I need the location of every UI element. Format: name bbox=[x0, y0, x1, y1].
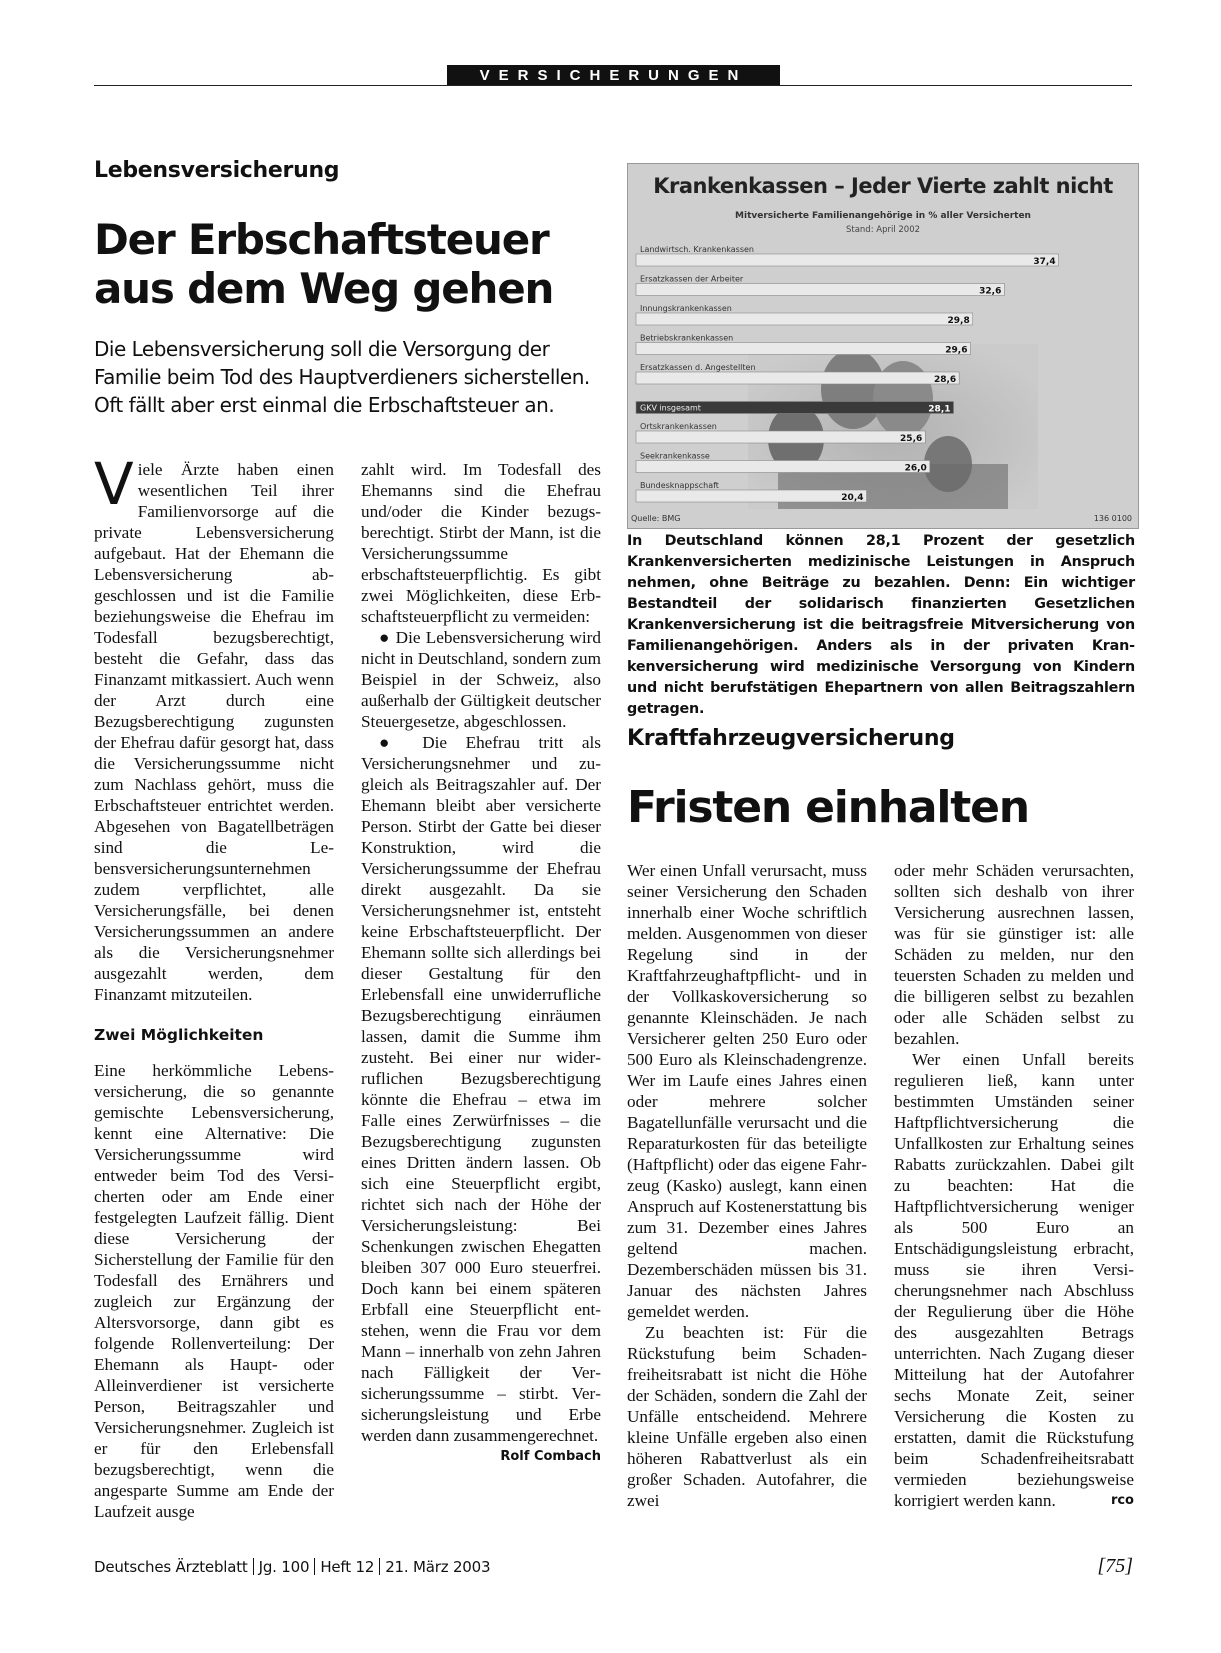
article2-paragraph-3: oder mehr Schäden verursachten, sollten sich deshalb von ihrer Versicherung ausrechnen lassen, was für sie günstiger ist: alle Schäden zu melden, nur den teuersten Schaden zu melden und die billigeren selbst zu bezahlen oder alle Schäden selbst zu bezahlen. bbox=[894, 861, 1134, 1048]
chart-code: 136 0100 bbox=[1093, 514, 1132, 523]
chart-note: Stand: April 2002 bbox=[845, 225, 921, 235]
chart-value-label: 26,0 bbox=[904, 463, 927, 474]
chart-bar bbox=[636, 254, 1059, 266]
chart-bar bbox=[636, 490, 867, 502]
chart-value-label: 29,6 bbox=[945, 345, 968, 356]
article1-intro: Die Lebensversicherung soll die Versorgung der Familie beim Tod des Hauptverdieners sicherstellen. Oft fällt aber erst einmal die Erbschaftsteuer an. bbox=[94, 337, 590, 417]
chart-category-label: Landwirtsch. Krankenkassen bbox=[640, 245, 754, 254]
article1-headline: Der Erbschaftsteuer aus dem Weg gehen bbox=[94, 215, 554, 313]
chart-bar bbox=[636, 284, 1004, 296]
article1-paragraph-1: iele Ärzte haben einen wesentlichen Teil ihrer Familienvorsorge auf die private Lebensversicherung aufgebaut. Hat der Ehemann die Lebensversicherung abgeschlossen und ist die Familie beziehungsweise die Ehefrau im Todesfall bezugsberechtigt, besteht die Gefahr, dass das Finanzamt mitkassiert. Auch wenn der Arzt durch eine Bezugsberechtigung zugunsten der Ehefrau dafür gesorgt hat, dass die Versicherungssumme nicht zum Nachlass gehört, muss die Erbschaftsteuer entrichtet werden. Abgesehen von Bagatellbeträgen sind die Lebensversicherungsunternehmen zudem verpflichtet, alle Versicherungsfälle, bei denen Versicherungssummen an andere als die Versicherungsnehmer ausgezahlt werden, dem Finanzamt mitzuteilen. bbox=[94, 460, 334, 1004]
chart-subtitle: Mitversicherte Familienangehörige in % aller Versicherten bbox=[735, 211, 1031, 221]
header-rule bbox=[94, 85, 1132, 86]
article1-bullet-2 bbox=[361, 732, 601, 1464]
footer-volume: Jg. 100 bbox=[258, 1558, 310, 1576]
article2-column-2 bbox=[894, 860, 1134, 1511]
footer-separator bbox=[379, 1558, 380, 1575]
article2-paragraph-2: Zu beachten ist: Für die Rückstufung beim Schadenfreiheitsrabatt ist nicht die Höhe der Schäden, sondern die Zahl der Unfälle entscheidend. Mehrere kleine Unfälle ergeben also einen höheren Rabattverlust als ein großer Schaden. Autofahrer, die zwei bbox=[627, 1323, 867, 1510]
chart-value-label: 28,6 bbox=[933, 375, 957, 385]
article2-paragraph-4: Wer einen Unfall bereits regulieren ließ, kann unter bestimmten Umständen seiner Haftpflichtversicherung die Unfallkosten zur Erhaltung seines Rabatts zurückzahlen. Dabei gilt zu beachten: Hat die Haftpflichtversicherung weniger als 500 Euro an Entschädigungsleistung erbracht, muss sie ihren Versicherungsnehmer nach Abschluss der Regulierung über die Höhe des ausgezahlten Betrags unterrichten. Nach Zugang dieser Mitteilung hat der Autofahrer sechs Monate Zeit, seiner Versicherung die Kosten zu erstatten, damit die Rückstufung beim Schadenfreiheitsrabatt vermieden beziehungsweise korrigiert werden kann. bbox=[894, 1050, 1134, 1510]
chart-source: Quelle: BMG bbox=[631, 514, 681, 523]
footer-journal-info bbox=[94, 1558, 490, 1576]
footer-journal: Deutsches Ärzteblatt bbox=[94, 1558, 248, 1576]
article1-byline: Rolf Combach bbox=[500, 1449, 601, 1464]
chart-bar bbox=[636, 343, 970, 355]
chart-bar bbox=[636, 372, 959, 384]
article1-kicker: Lebensversicherung bbox=[94, 158, 340, 183]
chart-value-label: 28,1 bbox=[928, 404, 951, 415]
chart-value-label: 29,8 bbox=[947, 316, 970, 326]
chart-value-label: 32,6 bbox=[979, 286, 1002, 297]
article2-byline: rco bbox=[1110, 1493, 1134, 1508]
chart-category-label: Bundesknappschaft bbox=[640, 481, 719, 490]
article1-paragraph-2: Eine herkömmliche Lebensversicherung, die so genannte gemischte Lebensversicherung, kennt eine Alternative: Die Versicherungssumme wird entweder beim Tod des Versicherten oder am Ende einer festgelegten Laufzeit fällig. Dient diese Versicherung der Sicherstellung der Familie für den Todesfall des Ernährers und zugleich zur Ergänzung der Altersvorsorge, dann gibt es folgende Rollenverteilung: Der Ehemann als Haupt- oder Alleinverdiener ist versicherte Person, Beitragszahler und Versicherungsnehmer. Zugleich ist er für den Erlebensfall bezugsberechtigt, wenn die angesparte Summe am Ende der Laufzeit ausge bbox=[94, 1061, 334, 1521]
article1-paragraph-3: zahlt wird. Im Todesfall des Ehemanns sind die Ehefrau und/oder die Kinder bezugsberechtigt. Stirbt der Mann, ist die Versicherungssumme erbschaftsteuerpflichtig. Es gibt zwei Möglichkeiten, diese Erbschaftsteuerpflicht zu vermeiden: bbox=[361, 460, 601, 626]
chart-value-label: 20,4 bbox=[841, 493, 864, 503]
family-photo bbox=[748, 344, 1038, 509]
section-label: VERSICHERUNGEN bbox=[447, 65, 780, 86]
chart-category-label: Innungskrankenkassen bbox=[640, 304, 732, 313]
article2-paragraph-1: Wer einen Unfall verursacht, muss seiner Versicherung den Schaden innerhalb einer Woche schriftlich melden. Ausgenommen von dieser Regelung sind in der Kraftfahrzeughaftpflicht- und in der Vollkaskoversicherung so genannte Kleinschäden. Je nach Versicherer gelten 250 Euro oder 500 Euro als Kleinschadengrenze. Wer im Laufe eines Jahres einen oder mehrere solcher Bagatellunfälle verursacht und die Reparaturkosten für das beteiligte (Haftpflicht) oder das eigene Fahrzeug (Kasko) auslegt, kann einen Anspruch auf Kostenerstattung bis zum 31. Dezember eines Jahres geltend machen. Dezemberschäden müssen bis 31. Januar des nächsten Jahres gemeldet werden. bbox=[627, 861, 867, 1321]
chart-bar bbox=[636, 431, 925, 443]
chart-category-label: Ersatzkassen der Arbeiter bbox=[640, 274, 744, 284]
chart-bar bbox=[636, 313, 973, 325]
chart-figure bbox=[627, 163, 1139, 529]
chart-category-label: Seekrankenkasse bbox=[640, 451, 710, 461]
chart-value-label: 25,6 bbox=[900, 434, 923, 444]
chart-value-label: 37,4 bbox=[1033, 257, 1056, 267]
chart-title: Krankenkassen – Jeder Vierte zahlt nicht bbox=[653, 174, 1113, 198]
chart-bar bbox=[636, 461, 930, 473]
article2-kicker: Kraftfahrzeugversicherung bbox=[627, 726, 955, 751]
chart-category-label: Betriebskrankenkassen bbox=[640, 333, 734, 343]
article1-column-2 bbox=[361, 459, 601, 1467]
page-number: [75] bbox=[1097, 1555, 1133, 1577]
dropcap: V bbox=[94, 450, 134, 518]
article2-column-1 bbox=[627, 860, 867, 1511]
article1-column-1 bbox=[94, 450, 334, 1522]
chart-caption: In Deutschland können 28,1 Prozent der gesetzlich Krankenversicherten medizinische Leistungen in Anspruch nehmen, ohne Beiträge zu bezahlen. Denn: Ein wichtiger Bestandteil der solidarisch finanzierten Gesetzlichen Krankenversicherung ist die beitragsfreie Mitversicherung von Familienangehörigen. Anders als in der privaten Krankenversicherung wird medizinische Versorgung von Kindern und nicht berufstätigen Ehepartnern von allen Beitragszahlern getragen. bbox=[627, 533, 1135, 717]
footer-separator bbox=[314, 1558, 315, 1575]
article1-subhead: Zwei Möglichkeiten bbox=[94, 1026, 264, 1044]
chart-category-label: Ortskrankenkassen bbox=[640, 422, 717, 431]
article1-bullet-2-text: ● Die Ehefrau tritt als Versicherungsnehmer und zugleich als Beitragszahler auf. Der Ehemann bleibt aber versicherte Person. Stirbt der Gatte bei dieser Konstruktion, wird die Versicherungssumme der Ehefrau direkt ausgezahlt. Da sie Versicherungsnehmer ist, entsteht keine Erbschaftsteuerpflicht. Der Ehemann sollte sich allerdings bei dieser Gestaltung für den Erlebensfall eine unwiderrufliche Bezugsberechtigung einräumen lassen, damit die Summe ihm zusteht. Bei einer nur widerruflichen Bezugsberechtigung könnte die Ehefrau – etwa im Falle eines Zerwürfnisses – die Bezugsberechtigung zugunsten eines Dritten ändern lassen. Ob sich eine Steuerpflicht ergibt, richtet sich nach der Höhe der Versicherungsleistung: Bei Schenkungen zwischen Ehegatten bleiben 307 000 Euro steuerfrei. Doch kann bei einem späteren Erbfall eine Steuerpflicht entstehen, wenn die Frau vor dem Mann – innerhalb von zehn Jahren nach Fälligkeit der Versicherungssumme – stirbt. Versicherungsleistung und Erbe werden dann zusammengerechnet. bbox=[361, 733, 601, 1445]
article1-bullet-1: ● Die Lebensversicherung wird nicht in Deutschland, sondern zum Beispiel in der Schweiz, also außerhalb der Gültigkeit deutscher Steuergesetze, abgeschlossen. bbox=[361, 628, 601, 731]
article2-paragraph-4-wrap bbox=[894, 1049, 1134, 1511]
footer-separator bbox=[253, 1558, 254, 1575]
footer-date: 21. März 2003 bbox=[385, 1558, 491, 1576]
chart-category-label: GKV insgesamt bbox=[640, 403, 701, 413]
chart-category-label: Ersatzkassen d. Angestellten bbox=[640, 363, 756, 372]
article2-headline: Fristen einhalten bbox=[627, 782, 1029, 833]
footer-issue: Heft 12 bbox=[320, 1558, 375, 1576]
